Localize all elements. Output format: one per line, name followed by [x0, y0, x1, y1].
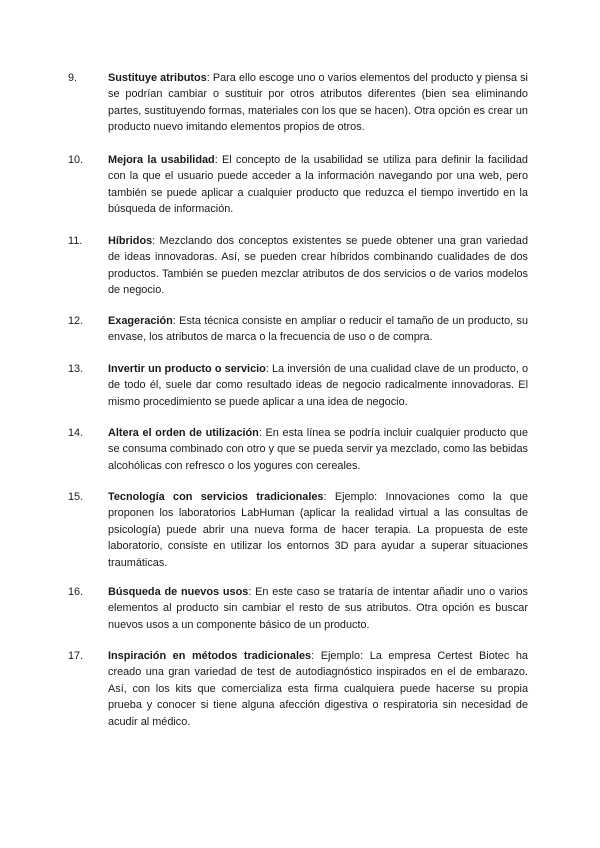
item-text: : Mezclando dos conceptos existentes se puede obtener una gran variedad de ideas innovadoras. Así, se pueden crear híbridos combinando cualidades de dos productos. También se pueden mezclar atributos de dos servicios o de varios modelos de negocio. — [108, 235, 528, 297]
item-number: 10. — [68, 154, 84, 166]
item-number: 14. — [68, 427, 84, 439]
item-term: Mejora la usabilidad — [108, 154, 215, 166]
item-text: : Esta técnica consiste en ampliar o reducir el tamaño de un producto, su envase, los atributos de marca o la frecuencia de uso o de compra. — [108, 315, 528, 344]
list-item-14 — [68, 425, 528, 474]
list-item-12 — [68, 313, 528, 346]
item-text: : Ejemplo: Innovaciones como la que proponen los laboratorios LabHuman (aplicar la realidad virtual a las consultas de psicología) puede abrir una nueva forma de hacer terapia. La propuesta de este laboratorio, consiste en utilizar los entornos 3D para ayudar a superar situaciones traumáticas. — [108, 491, 529, 569]
list-item-13 — [68, 361, 528, 410]
item-number: 12. — [68, 315, 84, 327]
item-term: Tecnología con servicios tradicionales — [108, 491, 324, 503]
item-number: 17. — [68, 650, 84, 662]
item-text: : La inversión de una cualidad clave de un producto, o de todo él, suele dar como resultado ideas de negocio radicalmente innovadoras. El mismo procedimiento se puede aplicar a una idea de negocio. — [108, 363, 528, 408]
item-number: 13. — [68, 363, 84, 375]
item-term: Altera el orden de utilización — [108, 427, 259, 439]
item-term: Inspiración en métodos tradicionales — [108, 650, 312, 662]
list-item-15 — [68, 489, 529, 571]
item-text: : Para ello escoge uno o varios elementos del producto y piensa si se podrían cambiar o sustituir por otros atributos diferentes (bien sea eliminando partes, sustituyendo formas, materiales con los que se hacen). Otra opción es crear un producto nuevo imitando elementos propios de otros. — [108, 72, 528, 134]
list-item-9 — [68, 70, 528, 136]
item-term: Exageración — [108, 315, 173, 327]
list-item-11 — [68, 233, 528, 299]
item-text: : Ejemplo: La empresa Certest Biotec ha creado una gran variedad de test de autodiagnóstico inspirados en el de embarazo. Así, con los kits que comercializa esta firma cualquiera puede hacerse su propia prueba y conocer si tiene alguna afección digestiva o respiratoria sin necesidad de acudir al médico. — [108, 650, 528, 728]
item-number: 16. — [68, 586, 84, 598]
item-term: Híbridos — [108, 235, 153, 247]
item-number: 11. — [68, 235, 83, 247]
list-item-16 — [68, 584, 528, 633]
list-item-17 — [68, 648, 528, 730]
item-term: Sustituye atributos — [108, 72, 207, 84]
item-text: : El concepto de la usabilidad se utiliza para definir la facilidad con la que el usuario puede acceder a la información navegando por una web, pero también se puede aplicar a cualquier producto que reduzca el tiempo invertido en la búsqueda de información. — [108, 154, 528, 216]
item-number: 15. — [68, 491, 84, 503]
item-number: 9. — [68, 72, 78, 84]
item-text: : En este caso se trataría de intentar añadir uno o varios elementos al producto sin cambiar el resto de sus atributos. Otra opción es buscar nuevos usos a un componente básico de un producto. — [108, 586, 528, 631]
item-term: Búsqueda de nuevos usos — [108, 586, 249, 598]
item-term: Invertir un producto o servicio — [108, 363, 266, 375]
list-item-10 — [68, 152, 528, 218]
item-text: : En esta línea se podría incluir cualquier producto que se consuma combinado con otro y que se pueda servir ya mezclado, como las bebidas alcohólicas con refresco o los yogures con cereales. — [108, 427, 528, 472]
